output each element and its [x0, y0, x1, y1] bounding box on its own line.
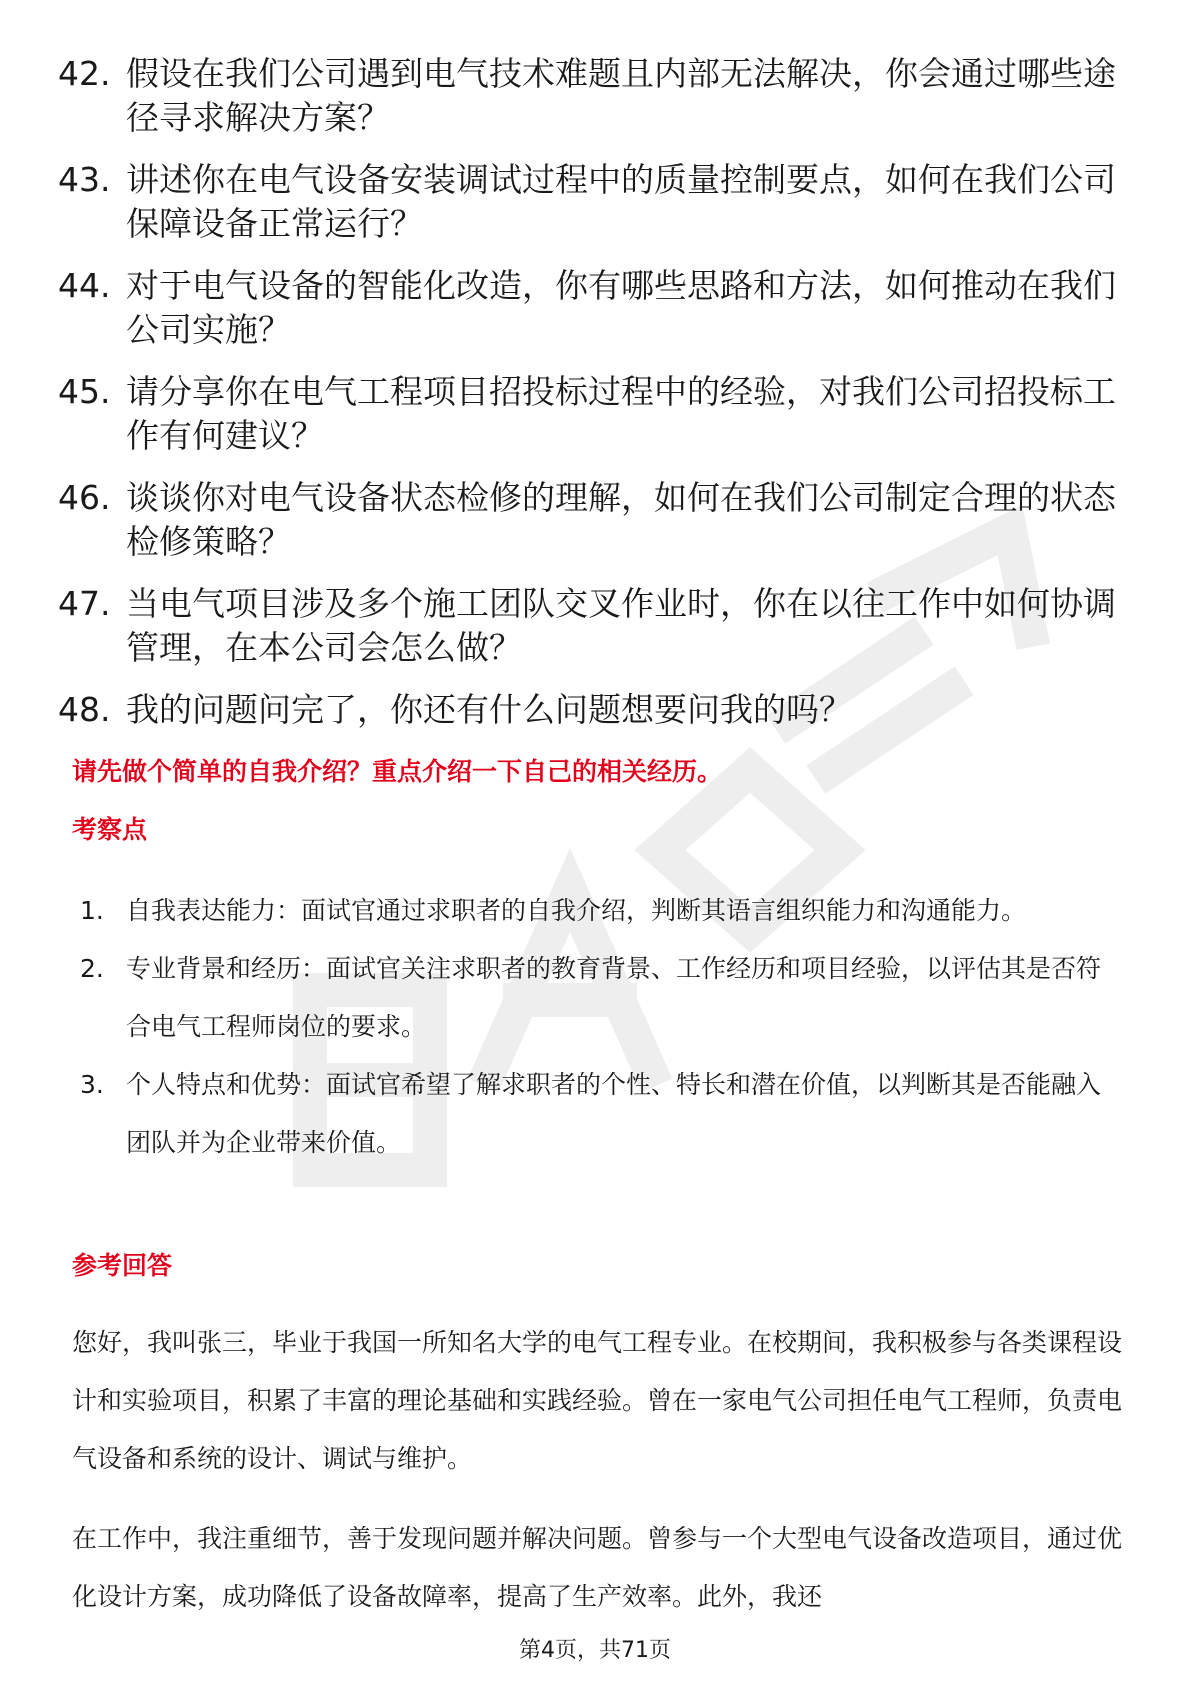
question-text: 请分享你在电气工程项目招投标过程中的经验，对我们公司招投标工作有何建议？: [126, 372, 1116, 455]
assessment-points-list: [80, 882, 1120, 1172]
point-number: 2.: [80, 954, 104, 983]
question-text: 当电气项目涉及多个施工团队交叉作业时，你在以往工作中如何协调管理，在本公司会怎么做？: [126, 584, 1116, 667]
question-item-44: [58, 264, 1118, 352]
question-item-43: [58, 158, 1118, 246]
question-item-42: [58, 52, 1118, 140]
question-item-46: [58, 476, 1118, 564]
question-number: 47.: [58, 584, 111, 623]
page-footer: 第4页，共71页: [519, 1638, 671, 1663]
point-text: 自我表达能力：面试官通过求职者的自我介绍，判断其语言组织能力和沟通能力。: [126, 896, 1027, 925]
question-text: 对于电气设备的智能化改造，你有哪些思路和方法，如何推动在我们公司实施？: [126, 266, 1116, 349]
reference-answer-label: 参考回答: [72, 1251, 173, 1280]
point-number: 1.: [80, 896, 104, 925]
point-text: 专业背景和经历：面试官关注求职者的教育背景、工作经历和项目经验，以评估其是否符合电气工程师岗位的要求。: [126, 954, 1102, 1041]
question-number: 42.: [58, 54, 111, 93]
question-number: 45.: [58, 372, 111, 411]
question-number: 44.: [58, 266, 111, 305]
question-text: 谈谈你对电气设备状态检修的理解，如何在我们公司制定合理的状态检修策略？: [126, 478, 1116, 561]
section-question-heading: 请先做个简单的自我介绍？重点介绍一下自己的相关经历。: [72, 757, 723, 786]
assessment-point-3: [80, 1056, 1120, 1172]
question-number: 48.: [58, 690, 111, 729]
answer-paragraph-1: 您好，我叫张三，毕业于我国一所知名大学的电气工程专业。在校期间，我积极参与各类课程设计和实验项目，积累了丰富的理论基础和实践经验。曾在一家电气公司担任电气工程师，负责电气设备和系统的设计、调试与维护。: [72, 1328, 1123, 1473]
question-text: 我的问题问完了，你还有什么问题想要问我的吗？: [126, 690, 852, 729]
assessment-point-1: [80, 882, 1120, 940]
question-text: 假设在我们公司遇到电气技术难题且内部无法解决，你会通过哪些途径寻求解决方案？: [126, 54, 1116, 137]
point-text: 个人特点和优势：面试官希望了解求职者的个性、特长和潜在价值，以判断其是否能融入团队并为企业带来价值。: [126, 1070, 1102, 1157]
assessment-label: 考察点: [72, 815, 148, 844]
question-item-48: [58, 688, 1118, 732]
question-list: [58, 52, 1118, 750]
question-text: 讲述你在电气设备安装调试过程中的质量控制要点，如何在我们公司保障设备正常运行？: [126, 160, 1116, 243]
question-item-47: [58, 582, 1118, 670]
answer-paragraph-2: 在工作中，我注重细节，善于发现问题并解决问题。曾参与一个大型电气设备改造项目，通过优化设计方案，成功降低了设备故障率，提高了生产效率。此外，我还: [72, 1524, 1123, 1611]
question-item-45: [58, 370, 1118, 458]
point-number: 3.: [80, 1070, 104, 1099]
question-number: 43.: [58, 160, 111, 199]
question-number: 46.: [58, 478, 111, 517]
assessment-point-2: [80, 940, 1120, 1056]
